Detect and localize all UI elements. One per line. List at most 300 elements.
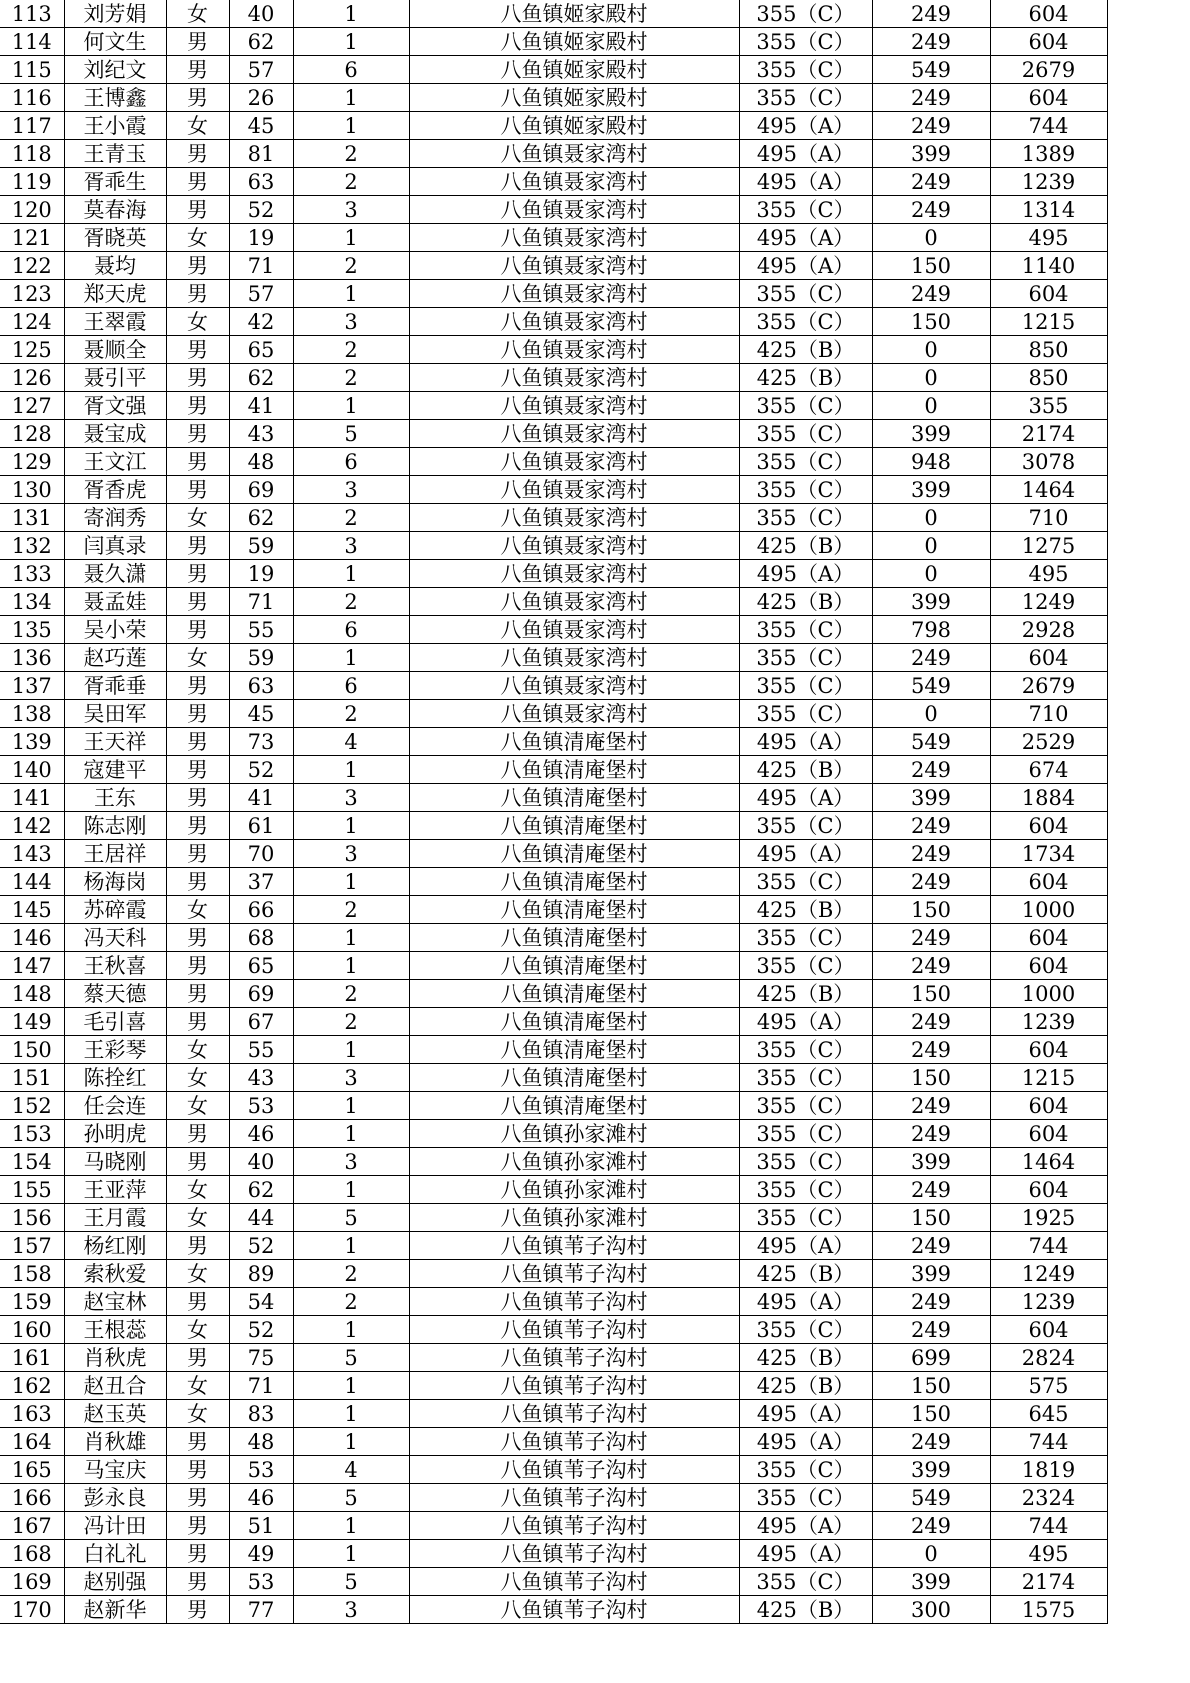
gender-cell: 男 — [166, 868, 229, 896]
table-row — [0, 1540, 1107, 1568]
name-cell: 聂顺全 — [64, 336, 166, 364]
household-size-cell: 1 — [293, 812, 409, 840]
total-cell: 744 — [990, 1512, 1107, 1540]
village-cell: 八鱼镇聂家湾村 — [409, 532, 739, 560]
total-cell: 1925 — [990, 1204, 1107, 1232]
village-cell: 八鱼镇苇子沟村 — [409, 1344, 739, 1372]
standard-cell: 495（A） — [739, 1232, 872, 1260]
standard-cell: 425（B） — [739, 896, 872, 924]
row-index-cell: 133 — [0, 560, 64, 588]
table-row — [0, 1288, 1107, 1316]
total-cell: 710 — [990, 504, 1107, 532]
table-row — [0, 28, 1107, 56]
table-row — [0, 1260, 1107, 1288]
supplement-cell: 249 — [872, 644, 990, 672]
household-size-cell: 3 — [293, 1064, 409, 1092]
household-size-cell: 2 — [293, 980, 409, 1008]
village-cell: 八鱼镇姬家殿村 — [409, 56, 739, 84]
household-size-cell: 5 — [293, 420, 409, 448]
age-cell: 68 — [229, 924, 293, 952]
village-cell: 八鱼镇苇子沟村 — [409, 1456, 739, 1484]
age-cell: 52 — [229, 196, 293, 224]
age-cell: 46 — [229, 1484, 293, 1512]
name-cell: 刘纪文 — [64, 56, 166, 84]
total-cell: 850 — [990, 364, 1107, 392]
gender-cell: 男 — [166, 336, 229, 364]
name-cell: 马晓刚 — [64, 1148, 166, 1176]
row-index-cell: 147 — [0, 952, 64, 980]
table-row — [0, 84, 1107, 112]
household-size-cell: 2 — [293, 1260, 409, 1288]
standard-cell: 495（A） — [739, 840, 872, 868]
name-cell: 胥乖生 — [64, 168, 166, 196]
name-cell: 王秋喜 — [64, 952, 166, 980]
total-cell: 604 — [990, 84, 1107, 112]
table-row — [0, 1596, 1107, 1624]
total-cell: 1249 — [990, 1260, 1107, 1288]
total-cell: 1819 — [990, 1456, 1107, 1484]
age-cell: 55 — [229, 616, 293, 644]
village-cell: 八鱼镇姬家殿村 — [409, 0, 739, 28]
total-cell: 1215 — [990, 308, 1107, 336]
total-cell: 2529 — [990, 728, 1107, 756]
row-index-cell: 140 — [0, 756, 64, 784]
table-row — [0, 1176, 1107, 1204]
row-index-cell: 162 — [0, 1372, 64, 1400]
age-cell: 41 — [229, 392, 293, 420]
total-cell: 604 — [990, 1176, 1107, 1204]
village-cell: 八鱼镇苇子沟村 — [409, 1540, 739, 1568]
age-cell: 49 — [229, 1540, 293, 1568]
supplement-cell: 549 — [872, 1484, 990, 1512]
village-cell: 八鱼镇清庵堡村 — [409, 868, 739, 896]
total-cell: 1215 — [990, 1064, 1107, 1092]
name-cell: 索秋爱 — [64, 1260, 166, 1288]
village-cell: 八鱼镇聂家湾村 — [409, 252, 739, 280]
gender-cell: 女 — [166, 224, 229, 252]
standard-cell: 425（B） — [739, 588, 872, 616]
row-index-cell: 158 — [0, 1260, 64, 1288]
age-cell: 66 — [229, 896, 293, 924]
supplement-cell: 150 — [872, 308, 990, 336]
row-index-cell: 161 — [0, 1344, 64, 1372]
village-cell: 八鱼镇苇子沟村 — [409, 1484, 739, 1512]
age-cell: 55 — [229, 1036, 293, 1064]
standard-cell: 495（A） — [739, 168, 872, 196]
age-cell: 45 — [229, 112, 293, 140]
age-cell: 57 — [229, 56, 293, 84]
name-cell: 莫春海 — [64, 196, 166, 224]
age-cell: 52 — [229, 1316, 293, 1344]
table-row — [0, 112, 1107, 140]
supplement-cell: 150 — [872, 896, 990, 924]
name-cell: 冯计田 — [64, 1512, 166, 1540]
supplement-cell: 399 — [872, 1148, 990, 1176]
row-index-cell: 118 — [0, 140, 64, 168]
table-row — [0, 532, 1107, 560]
gender-cell: 男 — [166, 1456, 229, 1484]
row-index-cell: 129 — [0, 448, 64, 476]
village-cell: 八鱼镇清庵堡村 — [409, 728, 739, 756]
row-index-cell: 119 — [0, 168, 64, 196]
supplement-cell: 249 — [872, 1008, 990, 1036]
name-cell: 肖秋虎 — [64, 1344, 166, 1372]
village-cell: 八鱼镇清庵堡村 — [409, 1064, 739, 1092]
standard-cell: 495（A） — [739, 1008, 872, 1036]
household-size-cell: 1 — [293, 644, 409, 672]
total-cell: 710 — [990, 700, 1107, 728]
village-cell: 八鱼镇清庵堡村 — [409, 1036, 739, 1064]
household-size-cell: 2 — [293, 1288, 409, 1316]
gender-cell: 女 — [166, 1064, 229, 1092]
gender-cell: 男 — [166, 1484, 229, 1512]
total-cell: 645 — [990, 1400, 1107, 1428]
table-row — [0, 1456, 1107, 1484]
row-index-cell: 134 — [0, 588, 64, 616]
household-size-cell: 1 — [293, 1232, 409, 1260]
name-cell: 王亚萍 — [64, 1176, 166, 1204]
age-cell: 71 — [229, 1372, 293, 1400]
household-size-cell: 1 — [293, 560, 409, 588]
village-cell: 八鱼镇聂家湾村 — [409, 224, 739, 252]
standard-cell: 495（A） — [739, 112, 872, 140]
village-cell: 八鱼镇清庵堡村 — [409, 840, 739, 868]
gender-cell: 男 — [166, 980, 229, 1008]
supplement-cell: 249 — [872, 1428, 990, 1456]
supplement-cell: 699 — [872, 1344, 990, 1372]
row-index-cell: 156 — [0, 1204, 64, 1232]
village-cell: 八鱼镇清庵堡村 — [409, 896, 739, 924]
standard-cell: 355（C） — [739, 1092, 872, 1120]
supplement-cell: 300 — [872, 1596, 990, 1624]
name-cell: 冯天科 — [64, 924, 166, 952]
total-cell: 2824 — [990, 1344, 1107, 1372]
age-cell: 46 — [229, 1120, 293, 1148]
village-cell: 八鱼镇聂家湾村 — [409, 644, 739, 672]
age-cell: 54 — [229, 1288, 293, 1316]
table-row — [0, 756, 1107, 784]
supplement-cell: 549 — [872, 56, 990, 84]
household-size-cell: 3 — [293, 840, 409, 868]
village-cell: 八鱼镇清庵堡村 — [409, 952, 739, 980]
total-cell: 1884 — [990, 784, 1107, 812]
household-size-cell: 1 — [293, 112, 409, 140]
village-cell: 八鱼镇清庵堡村 — [409, 812, 739, 840]
standard-cell: 495（A） — [739, 560, 872, 588]
name-cell: 胥香虎 — [64, 476, 166, 504]
table-row — [0, 868, 1107, 896]
gender-cell: 男 — [166, 28, 229, 56]
name-cell: 苏碎霞 — [64, 896, 166, 924]
age-cell: 48 — [229, 1428, 293, 1456]
standard-cell: 355（C） — [739, 616, 872, 644]
household-size-cell: 4 — [293, 1456, 409, 1484]
household-size-cell: 3 — [293, 308, 409, 336]
table-row — [0, 1148, 1107, 1176]
village-cell: 八鱼镇苇子沟村 — [409, 1400, 739, 1428]
village-cell: 八鱼镇聂家湾村 — [409, 336, 739, 364]
table-row — [0, 1316, 1107, 1344]
supplement-cell: 399 — [872, 476, 990, 504]
household-size-cell: 4 — [293, 728, 409, 756]
name-cell: 王根蕊 — [64, 1316, 166, 1344]
table-row — [0, 1204, 1107, 1232]
table-row — [0, 0, 1107, 28]
total-cell: 604 — [990, 644, 1107, 672]
standard-cell: 355（C） — [739, 672, 872, 700]
age-cell: 26 — [229, 84, 293, 112]
household-size-cell: 5 — [293, 1344, 409, 1372]
village-cell: 八鱼镇聂家湾村 — [409, 364, 739, 392]
table-row — [0, 448, 1107, 476]
age-cell: 62 — [229, 504, 293, 532]
total-cell: 1239 — [990, 168, 1107, 196]
supplement-cell: 399 — [872, 784, 990, 812]
standard-cell: 355（C） — [739, 1176, 872, 1204]
table-row — [0, 588, 1107, 616]
standard-cell: 355（C） — [739, 476, 872, 504]
row-index-cell: 137 — [0, 672, 64, 700]
household-size-cell: 1 — [293, 1428, 409, 1456]
standard-cell: 495（A） — [739, 224, 872, 252]
supplement-cell: 249 — [872, 1512, 990, 1540]
gender-cell: 男 — [166, 1512, 229, 1540]
name-cell: 肖秋雄 — [64, 1428, 166, 1456]
household-size-cell: 1 — [293, 1176, 409, 1204]
total-cell: 674 — [990, 756, 1107, 784]
standard-cell: 355（C） — [739, 1036, 872, 1064]
village-cell: 八鱼镇聂家湾村 — [409, 560, 739, 588]
table-row — [0, 1232, 1107, 1260]
name-cell: 吴田军 — [64, 700, 166, 728]
gender-cell: 男 — [166, 84, 229, 112]
standard-cell: 355（C） — [739, 952, 872, 980]
age-cell: 52 — [229, 1232, 293, 1260]
age-cell: 69 — [229, 476, 293, 504]
gender-cell: 男 — [166, 1596, 229, 1624]
gender-cell: 女 — [166, 1400, 229, 1428]
row-index-cell: 169 — [0, 1568, 64, 1596]
age-cell: 83 — [229, 1400, 293, 1428]
supplement-cell: 399 — [872, 140, 990, 168]
age-cell: 69 — [229, 980, 293, 1008]
gender-cell: 女 — [166, 504, 229, 532]
gender-cell: 男 — [166, 1568, 229, 1596]
gender-cell: 女 — [166, 1372, 229, 1400]
standard-cell: 495（A） — [739, 1400, 872, 1428]
age-cell: 41 — [229, 784, 293, 812]
supplement-cell: 0 — [872, 392, 990, 420]
total-cell: 1575 — [990, 1596, 1107, 1624]
supplement-cell: 249 — [872, 924, 990, 952]
name-cell: 王翠霞 — [64, 308, 166, 336]
total-cell: 744 — [990, 1232, 1107, 1260]
total-cell: 1249 — [990, 588, 1107, 616]
gender-cell: 男 — [166, 588, 229, 616]
age-cell: 59 — [229, 532, 293, 560]
village-cell: 八鱼镇聂家湾村 — [409, 308, 739, 336]
table-row — [0, 1008, 1107, 1036]
gender-cell: 男 — [166, 1540, 229, 1568]
standard-cell: 425（B） — [739, 1344, 872, 1372]
total-cell: 1464 — [990, 1148, 1107, 1176]
gender-cell: 男 — [166, 560, 229, 588]
standard-cell: 425（B） — [739, 364, 872, 392]
standard-cell: 355（C） — [739, 1204, 872, 1232]
name-cell: 毛引喜 — [64, 1008, 166, 1036]
household-size-cell: 2 — [293, 364, 409, 392]
household-size-cell: 2 — [293, 252, 409, 280]
gender-cell: 男 — [166, 756, 229, 784]
age-cell: 63 — [229, 168, 293, 196]
total-cell: 604 — [990, 1316, 1107, 1344]
name-cell: 赵巧莲 — [64, 644, 166, 672]
age-cell: 67 — [229, 1008, 293, 1036]
row-index-cell: 139 — [0, 728, 64, 756]
village-cell: 八鱼镇苇子沟村 — [409, 1568, 739, 1596]
row-index-cell: 122 — [0, 252, 64, 280]
row-index-cell: 150 — [0, 1036, 64, 1064]
age-cell: 77 — [229, 1596, 293, 1624]
household-size-cell: 1 — [293, 1400, 409, 1428]
supplement-cell: 150 — [872, 980, 990, 1008]
name-cell: 彭永良 — [64, 1484, 166, 1512]
row-index-cell: 141 — [0, 784, 64, 812]
row-index-cell: 165 — [0, 1456, 64, 1484]
village-cell: 八鱼镇姬家殿村 — [409, 28, 739, 56]
total-cell: 1734 — [990, 840, 1107, 868]
standard-cell: 355（C） — [739, 504, 872, 532]
total-cell: 604 — [990, 1092, 1107, 1120]
gender-cell: 男 — [166, 784, 229, 812]
village-cell: 八鱼镇苇子沟村 — [409, 1232, 739, 1260]
gender-cell: 女 — [166, 1176, 229, 1204]
name-cell: 王文江 — [64, 448, 166, 476]
table-row — [0, 896, 1107, 924]
standard-cell: 495（A） — [739, 140, 872, 168]
village-cell: 八鱼镇清庵堡村 — [409, 924, 739, 952]
table-row — [0, 952, 1107, 980]
supplement-cell: 249 — [872, 84, 990, 112]
row-index-cell: 170 — [0, 1596, 64, 1624]
table-row — [0, 168, 1107, 196]
standard-cell: 355（C） — [739, 812, 872, 840]
name-cell: 马宝庆 — [64, 1456, 166, 1484]
supplement-cell: 150 — [872, 1372, 990, 1400]
supplement-cell: 0 — [872, 1540, 990, 1568]
row-index-cell: 116 — [0, 84, 64, 112]
row-index-cell: 157 — [0, 1232, 64, 1260]
village-cell: 八鱼镇聂家湾村 — [409, 672, 739, 700]
household-size-cell: 5 — [293, 1484, 409, 1512]
row-index-cell: 128 — [0, 420, 64, 448]
standard-cell: 355（C） — [739, 1568, 872, 1596]
gender-cell: 男 — [166, 196, 229, 224]
row-index-cell: 163 — [0, 1400, 64, 1428]
age-cell: 43 — [229, 420, 293, 448]
gender-cell: 男 — [166, 280, 229, 308]
table-row — [0, 252, 1107, 280]
name-cell: 聂孟娃 — [64, 588, 166, 616]
standard-cell: 425（B） — [739, 1596, 872, 1624]
standard-cell: 355（C） — [739, 1148, 872, 1176]
household-size-cell: 2 — [293, 140, 409, 168]
gender-cell: 女 — [166, 1092, 229, 1120]
gender-cell: 男 — [166, 1008, 229, 1036]
village-cell: 八鱼镇聂家湾村 — [409, 476, 739, 504]
gender-cell: 男 — [166, 1344, 229, 1372]
village-cell: 八鱼镇苇子沟村 — [409, 1260, 739, 1288]
standard-cell: 495（A） — [739, 1428, 872, 1456]
supplement-cell: 0 — [872, 364, 990, 392]
supplement-cell: 948 — [872, 448, 990, 476]
row-index-cell: 121 — [0, 224, 64, 252]
village-cell: 八鱼镇清庵堡村 — [409, 756, 739, 784]
table-row — [0, 1064, 1107, 1092]
supplement-cell: 399 — [872, 1260, 990, 1288]
supplement-cell: 249 — [872, 756, 990, 784]
total-cell: 604 — [990, 924, 1107, 952]
supplement-cell: 249 — [872, 1176, 990, 1204]
household-size-cell: 2 — [293, 896, 409, 924]
standard-cell: 495（A） — [739, 1512, 872, 1540]
age-cell: 81 — [229, 140, 293, 168]
gender-cell: 男 — [166, 616, 229, 644]
gender-cell: 男 — [166, 672, 229, 700]
village-cell: 八鱼镇清庵堡村 — [409, 784, 739, 812]
age-cell: 62 — [229, 28, 293, 56]
row-index-cell: 114 — [0, 28, 64, 56]
name-cell: 何文生 — [64, 28, 166, 56]
household-size-cell: 3 — [293, 1148, 409, 1176]
name-cell: 胥晓英 — [64, 224, 166, 252]
total-cell: 1464 — [990, 476, 1107, 504]
household-size-cell: 3 — [293, 532, 409, 560]
row-index-cell: 124 — [0, 308, 64, 336]
age-cell: 53 — [229, 1456, 293, 1484]
standard-cell: 355（C） — [739, 700, 872, 728]
total-cell: 604 — [990, 868, 1107, 896]
village-cell: 八鱼镇苇子沟村 — [409, 1428, 739, 1456]
standard-cell: 355（C） — [739, 28, 872, 56]
total-cell: 604 — [990, 952, 1107, 980]
age-cell: 40 — [229, 1148, 293, 1176]
table-row — [0, 364, 1107, 392]
age-cell: 53 — [229, 1568, 293, 1596]
age-cell: 51 — [229, 1512, 293, 1540]
age-cell: 61 — [229, 812, 293, 840]
gender-cell: 男 — [166, 364, 229, 392]
village-cell: 八鱼镇孙家滩村 — [409, 1176, 739, 1204]
row-index-cell: 130 — [0, 476, 64, 504]
table-row — [0, 420, 1107, 448]
gender-cell: 男 — [166, 420, 229, 448]
total-cell: 2679 — [990, 672, 1107, 700]
table-row — [0, 308, 1107, 336]
total-cell: 604 — [990, 28, 1107, 56]
table-row — [0, 140, 1107, 168]
standard-cell: 355（C） — [739, 1456, 872, 1484]
table-row — [0, 1036, 1107, 1064]
row-index-cell: 167 — [0, 1512, 64, 1540]
household-size-cell: 1 — [293, 756, 409, 784]
gender-cell: 男 — [166, 476, 229, 504]
supplement-cell: 549 — [872, 728, 990, 756]
household-size-cell: 3 — [293, 784, 409, 812]
supplement-cell: 0 — [872, 504, 990, 532]
household-size-cell: 1 — [293, 224, 409, 252]
row-index-cell: 164 — [0, 1428, 64, 1456]
